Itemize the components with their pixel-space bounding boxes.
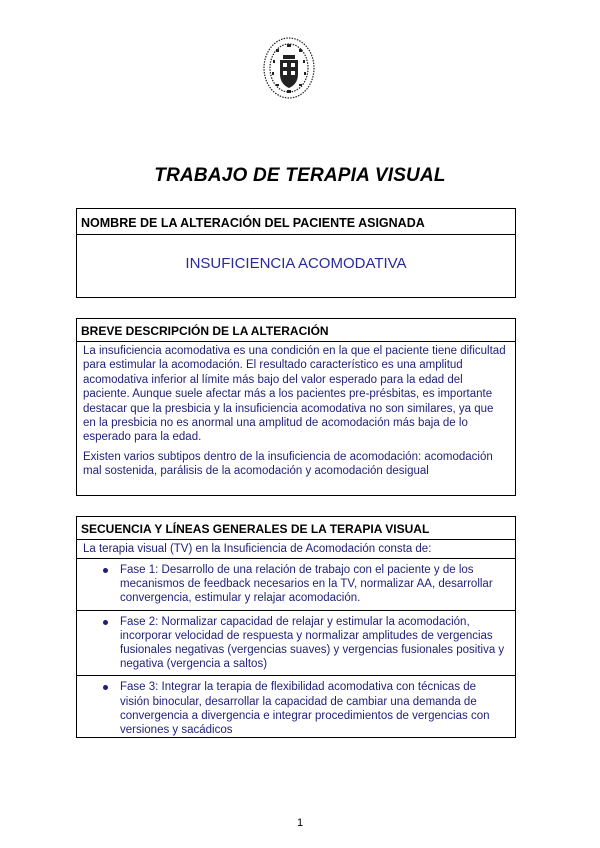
bullet-icon xyxy=(103,568,108,573)
university-seal-logo xyxy=(262,36,316,100)
therapy-phase-1 xyxy=(77,559,515,611)
description-section xyxy=(76,318,516,496)
document-title: TRABAJO DE TERAPIA VISUAL xyxy=(154,165,446,186)
therapy-section-heading: SECUENCIA Y LÍNEAS GENERALES DE LA TERAPIA VISUAL xyxy=(77,517,515,540)
phase-1-text: Fase 1: Desarrollo de una relación de trabajo con el paciente y de los mecanismos de feedback necesarios en la TV, normalizar AA, desarrollar convergencia, estimular y relajar acomodación. xyxy=(120,564,493,605)
bullet-icon xyxy=(103,685,108,690)
patient-section-heading: NOMBRE DE LA ALTERACIÓN DEL PACIENTE ASIGNADA xyxy=(77,209,515,235)
alteration-name: INSUFICIENCIA ACOMODATIVA xyxy=(185,255,407,272)
description-section-heading: BREVE DESCRIPCIÓN DE LA ALTERACIÓN xyxy=(77,319,515,342)
description-paragraph-2: Existen varios subtipos dentro de la insuficiencia de acomodación: acomodación mal sostenida, parálisis de la acomodación y acomodación desigual xyxy=(83,450,493,478)
page-number: 1 xyxy=(296,817,304,829)
bullet-icon xyxy=(103,620,108,625)
patient-section xyxy=(76,208,516,298)
phase-3-text: Fase 3: Integrar la terapia de flexibilidad acomodativa con técnicas de visión binocular, desarrollar la capacidad de cambiar una demanda de convergencia a divergencia e integrar procedimientos de vergencias con versiones y sacádicos xyxy=(120,681,490,737)
therapy-intro: La terapia visual (TV) en la Insuficiencia de Acomodación consta de: xyxy=(77,540,515,559)
therapy-phase-2 xyxy=(77,611,515,677)
phase-2-text: Fase 2: Normalizar capacidad de relajar y estimular la acomodación, incorporar velocidad de respuesta y normalizar amplitudes de vergencias fusionales negativas (vergencias suaves) y vergencias fusionales positiva y negativa (vergencia a saltos) xyxy=(120,615,505,671)
therapy-phase-3 xyxy=(77,676,515,741)
description-paragraph-1: La insuficiencia acomodativa es una condición en la que el paciente tiene dificultad para estimular la acomodación. El resultado característico es una amplitud acomodativa inferior al límite más bajo del valor esperado para la edad del paciente. Aunque suele afectar más a los pacientes pre-présbitas, es importante destacar que la presbicia y la insuficiencia acomodativa no son similares, ya que en la presbicia no es anormal una amplitud de acomodación más baja de lo esperado para la edad. xyxy=(83,345,506,444)
therapy-section xyxy=(76,516,516,738)
